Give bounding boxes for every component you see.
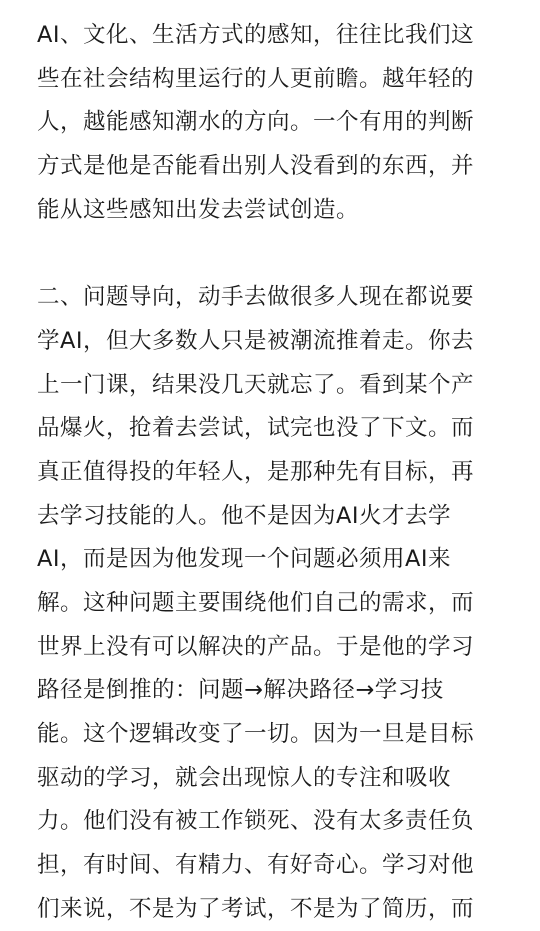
text-line: 能。这个逻辑改变了一切。因为一旦是目标 (37, 721, 475, 747)
text-line: 驱动的学习，就会出现惊人的专注和吸收 (37, 764, 452, 791)
text-line: 上一门课，结果没几天就忘了。看到某个产 (37, 371, 475, 398)
text-line: 二、问题导向，动手去做很多人现在都说要 (37, 284, 475, 311)
paragraph-spacer (37, 232, 503, 276)
text-line: 们来说，不是为了考试，不是为了简历，而 (37, 895, 475, 922)
text-line: 些在社会结构里运行的人更前瞻。越年轻的 (37, 65, 475, 92)
text-line: 真正值得投的年轻人，是那种先有目标，再 (37, 458, 475, 485)
paragraph-problem-oriented (37, 276, 503, 931)
text-line: 世界上没有可以解决的产品。于是他的学习 (37, 633, 475, 660)
text-line: 去学习技能的人。他不是因为AI火才去学 (37, 502, 452, 529)
text-line: 品爆火，抢着去尝试，试完也没了下文。而 (37, 415, 475, 442)
text-line: 人，越能感知潮水的方向。一个有用的判断 (37, 109, 475, 136)
text-line: AI、文化、生活方式的感知，往往比我们这 (37, 22, 475, 48)
article-text (37, 14, 503, 931)
text-line: 解。这种问题主要围绕他们自己的需求，而 (37, 589, 475, 616)
text-line: 能从这些感知出发去尝试创造。 (37, 196, 360, 223)
text-line: 路径是倒推的：问题→解决路径→学习技 (37, 677, 444, 704)
text-line: 力。他们没有被工作锁死、没有太多责任负 (37, 808, 475, 835)
text-line: 方式是他是否能看出别人没看到的东西，并 (37, 153, 475, 180)
paragraph-perception (37, 14, 503, 232)
text-line: 担，有时间、有精力、有好奇心。学习对他 (37, 852, 475, 879)
text-line: AI，而是因为他发现一个问题必须用AI来 (37, 546, 452, 573)
text-line: 学AI，但大多数人只是被潮流推着走。你去 (37, 327, 475, 354)
